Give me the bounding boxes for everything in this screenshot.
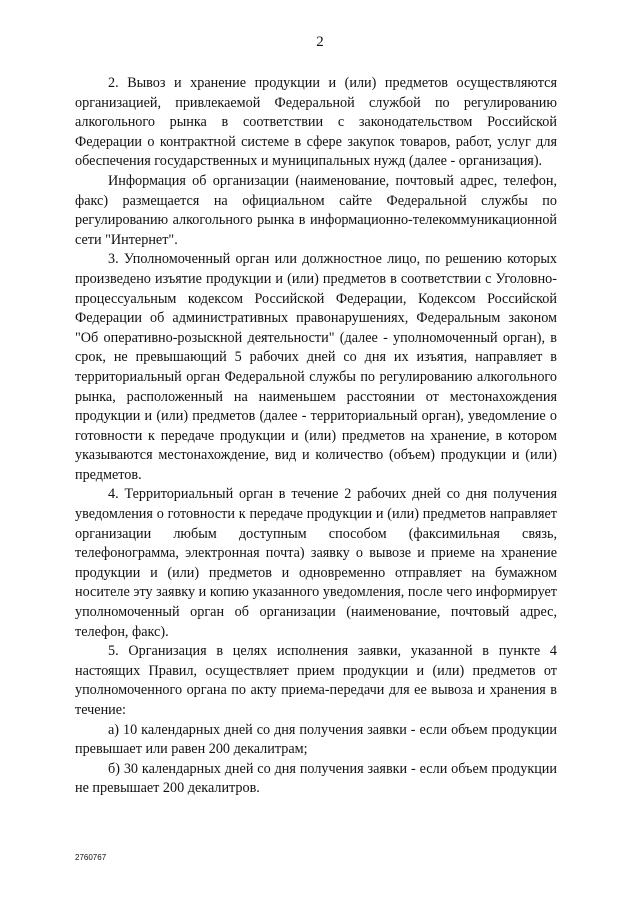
paragraph-5: 5. Организация в целях исполнения заявки, указанной в пункте 4 настоящих Правил, осуществляет прием продукции и (или) предметов от уполномоченного органа по акту приема-передачи для ее вывоза и хранения в течение:: [75, 643, 557, 718]
document-body: [75, 74, 557, 799]
paragraph-4: 4. Территориальный орган в течение 2 рабочих дней со дня получения уведомления о готовности к передаче продукции и (или) предметов направляет организации любым доступным способом (факсимильная связь, телефонограмма, электронная почта) заявку о вывозе и приеме на хранение продукции и (или) предметов и одновременно отправляет на бумажном носителе эту заявку и копию указанного уведомления, после чего информирует уполномоченный орган об организации (наименование, почтовый адрес, телефон, факс).: [75, 486, 557, 640]
paragraph-5b: б) 30 календарных дней со дня получения заявки - если объем продукции не превышает 200 декалитров.: [75, 760, 557, 797]
paragraph-2-info: Информация об организации (наименование, почтовый адрес, телефон, факс) размещается на официальном сайте Федеральной службы по регулированию алкогольного рынка в информационно-телекоммуникационной сети "Интернет".: [75, 172, 557, 248]
paragraph-5a: а) 10 календарных дней со дня получения заявки - если объем продукции превышает или равен 200 декалитрам;: [75, 721, 557, 758]
paragraph-3: 3. Уполномоченный орган или должностное лицо, по решению которых произведено изъятие продукции и (или) предметов в соответствии с Уголовно-процессуальным кодексом Российской Федерации, Кодексом Российской Федерации об административных правонарушениях, Федеральным законом "Об оперативно-розыскной деятельности" (далее - уполномоченный орган), в срок, не превышающий 5 рабочих дней со дня их изъятия, направляет в территориальный орган Федеральной службы по регулированию алкогольного рынка, расположенный на наименьшем расстоянии от местонахождения продукции и (или) предметов (далее - территориальный орган), уведомление о готовности к передаче продукции и (или) предметов на хранение, в котором указываются местонахождение, вид и количество (объем) продукции и (или) предметов.: [75, 251, 557, 483]
paragraph-2: 2. Вывоз и хранение продукции и (или) предметов осуществляются организацией, привлекаемой Федеральной службой по регулированию алкогольного рынка в соответствии с законодательством Российской Федерации о контрактной системе в сфере закупок товаров, работ, услуг для обеспечения государственных и муниципальных нужд (далее - организация).: [75, 75, 557, 170]
page-number: 2: [316, 34, 324, 50]
document-code: 2760767: [75, 853, 107, 862]
